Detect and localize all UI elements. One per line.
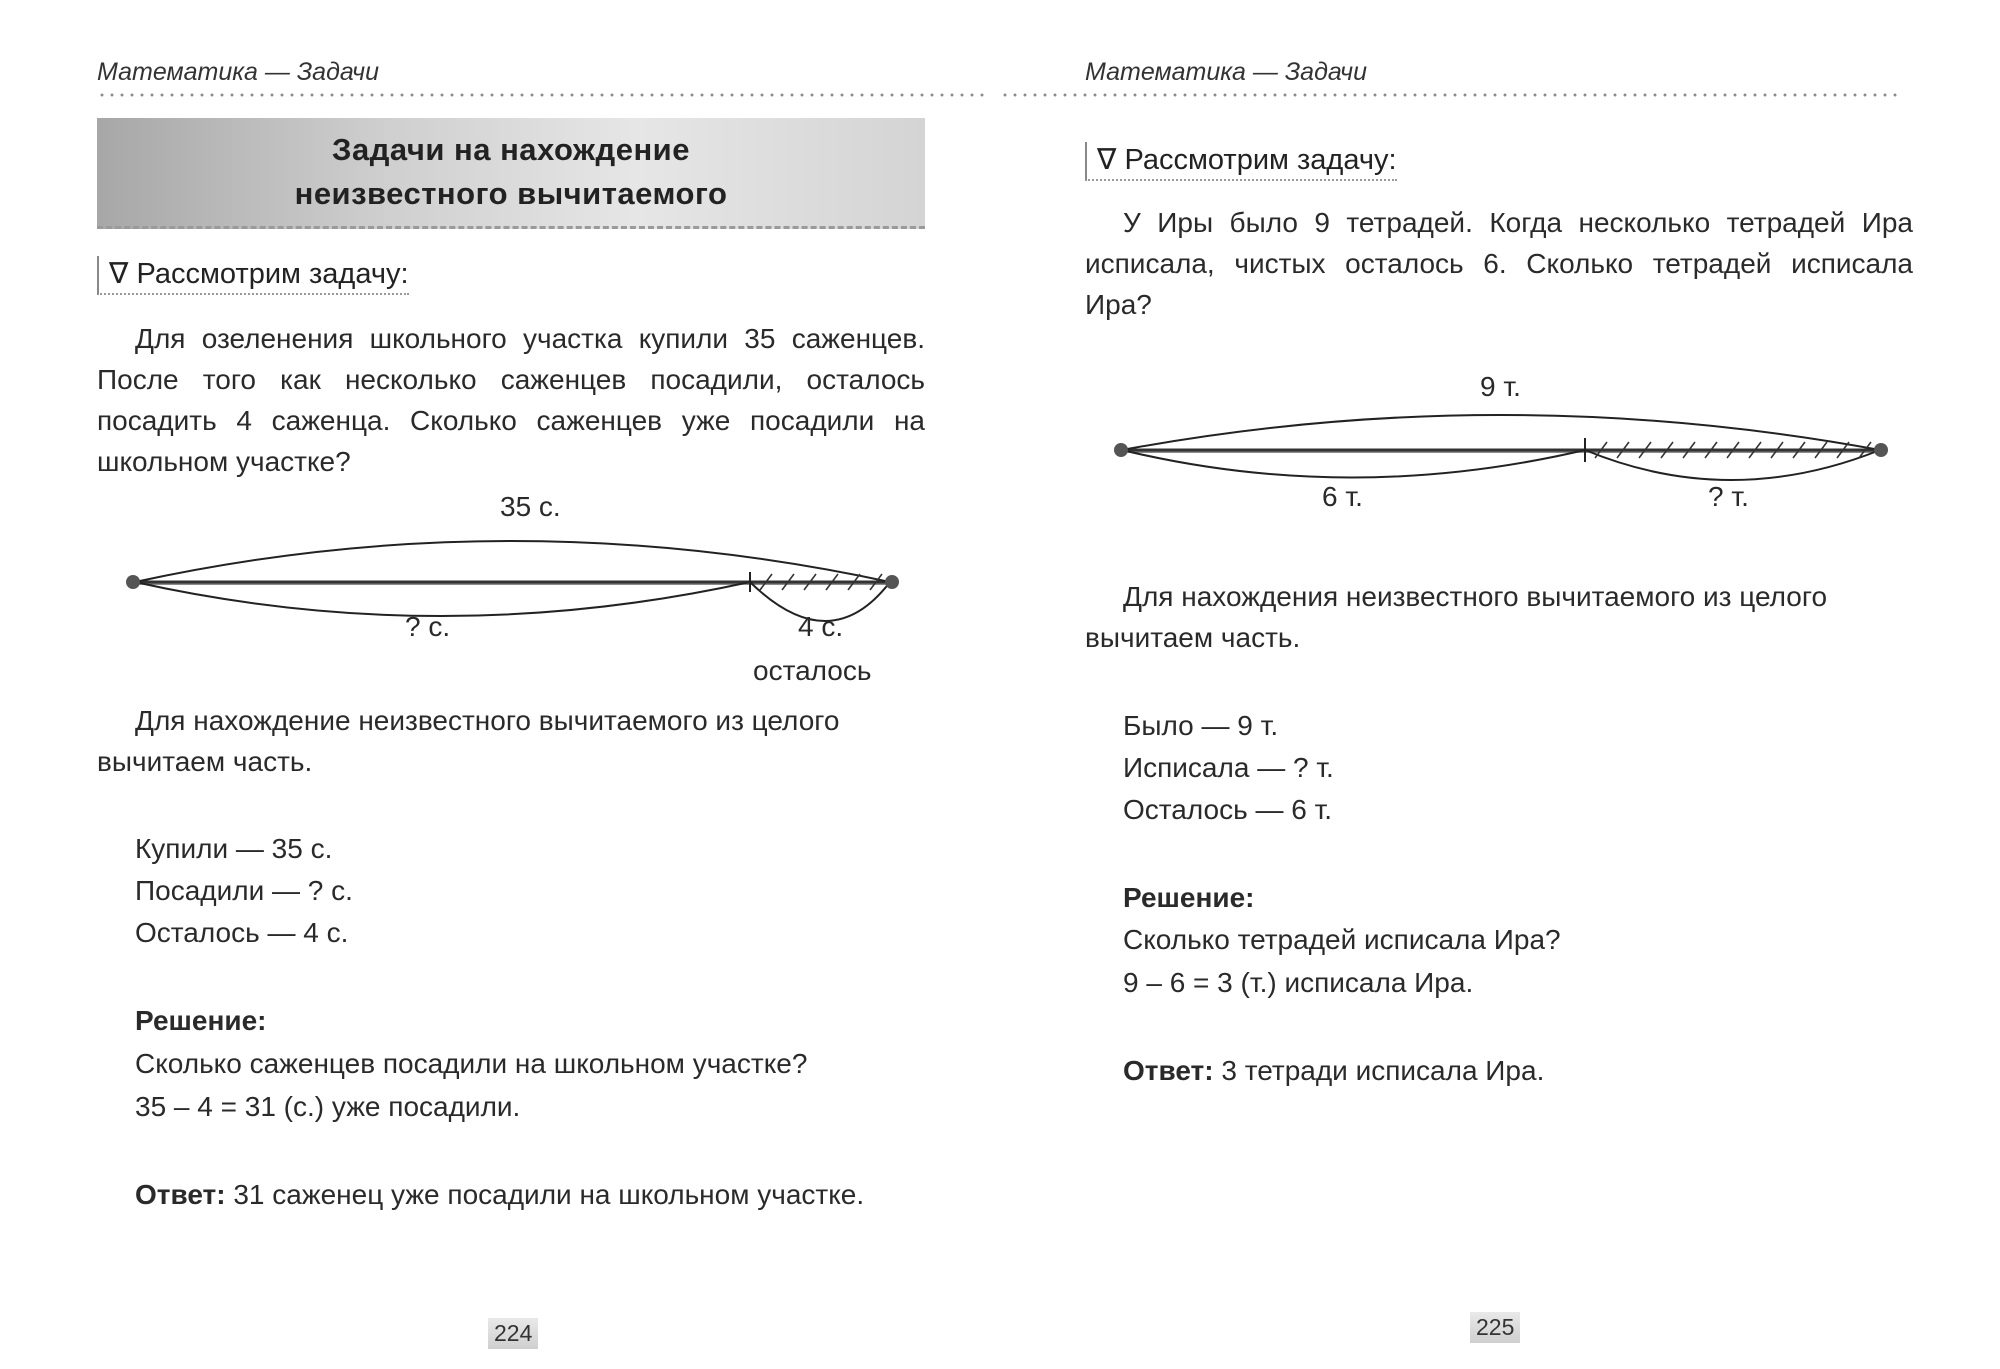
data-line-remaining: Осталось — 4 с.	[135, 917, 349, 948]
answer-label: Ответ:	[1123, 1055, 1214, 1086]
subhead	[1085, 142, 1397, 181]
right-page	[1000, 0, 2000, 1369]
subhead	[97, 256, 409, 295]
unknown-part-arc	[1585, 450, 1880, 480]
subhead-text: Рассмотрим задачу:	[136, 258, 409, 290]
solution-question: Сколько тетрадей исписала Ира?	[1123, 924, 1561, 955]
data-line-bought: Купили — 35 с.	[135, 833, 333, 864]
segment-endpoint-right	[1874, 443, 1888, 457]
dotted-divider	[97, 92, 987, 98]
whole-label: 9 т.	[1480, 371, 1521, 402]
rule-text: Для нахождение неизвестного вычитаемого из целого вычитаем часть.	[97, 705, 840, 777]
whole-arc	[135, 541, 890, 582]
page-number: 225	[1470, 1312, 1520, 1343]
data-line-used: Исписала — ? т.	[1123, 752, 1334, 783]
segment-diagram	[1110, 360, 1910, 520]
subhead-text: Рассмотрим задачу:	[1124, 144, 1397, 176]
segment-endpoint-right	[885, 575, 899, 589]
problem-text: Для озеленения школьного участка купили 35 саженцев. После того как несколько саженцев посадили, осталось посадить 4 саженца. Сколько саженцев уже посадили на школьном участке?	[97, 323, 925, 477]
data-line-planted: Посадили — ? с.	[135, 875, 353, 906]
answer-text: 3 тетради исписала Ира.	[1221, 1055, 1545, 1086]
segment-endpoint-left	[126, 575, 140, 589]
answer	[97, 1174, 925, 1215]
section-title	[97, 118, 925, 229]
segment-diagram	[110, 490, 910, 690]
known-part-label: 4 с.	[798, 611, 844, 642]
page-number: 224	[488, 1318, 538, 1349]
answer-label: Ответ:	[135, 1179, 226, 1210]
section-title-line-1: Задачи на нахождение	[332, 132, 690, 167]
solution-heading: Решение:	[1123, 882, 1255, 913]
triangle-down-icon: ∇	[109, 258, 129, 290]
dotted-divider	[1000, 92, 1900, 98]
data-line-had: Было — 9 т.	[1123, 710, 1279, 741]
segment-endpoint-left	[1114, 443, 1128, 457]
problem-text: У Иры было 9 тетрадей. Когда несколько тетрадей Ира исписала, чистых осталось 6. Сколько тетрадей исписала Ира?	[1085, 207, 1913, 320]
solution-expression: 9 – 6 = 3 (т.) исписала Ира.	[1123, 967, 1474, 998]
whole-label: 35 с.	[500, 491, 561, 522]
rule-text: Для нахождения неизвестного вычитаемого из целого вычитаем часть.	[1085, 581, 1828, 653]
known-part-caption: осталось	[753, 655, 872, 686]
known-part-arc	[1122, 450, 1585, 478]
known-part-label: 6 т.	[1322, 481, 1363, 512]
whole-arc	[1122, 415, 1880, 450]
section-title-line-2: неизвестного вычитаемого	[294, 176, 728, 211]
running-head: Математика — Задачи	[97, 58, 379, 86]
answer-text: 31 саженец уже посадили на школьном участке.	[233, 1179, 865, 1210]
unknown-part-label: ? с.	[405, 611, 451, 642]
solution-expression: 35 – 4 = 31 (с.) уже посадили.	[135, 1091, 521, 1122]
data-line-remaining: Осталось — 6 т.	[1123, 794, 1333, 825]
triangle-down-icon: ∇	[1097, 144, 1117, 176]
solution-heading: Решение:	[135, 1005, 267, 1036]
answer	[1123, 1050, 1544, 1092]
unknown-part-label: ? т.	[1708, 481, 1749, 512]
solution-question: Сколько саженцев посадили на школьном участке?	[135, 1048, 808, 1079]
running-head: Математика — Задачи	[1085, 58, 1367, 86]
